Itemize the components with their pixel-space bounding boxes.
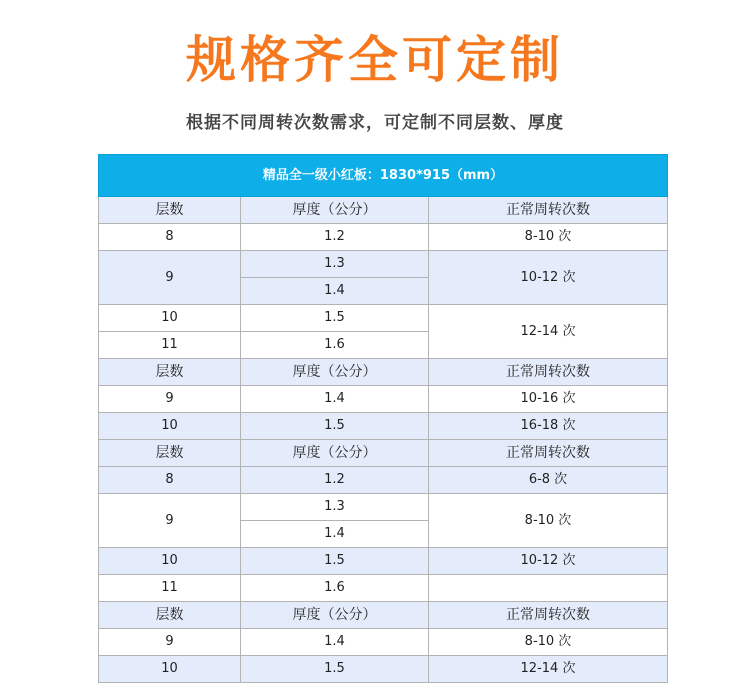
table-header-row [99,197,668,224]
header-turnover: 正常周转次数 [429,359,668,386]
cell-thickness: 1.3 [241,494,429,521]
table-caption: 精品全一级小红板：1830*915（mm） [99,155,668,197]
page-title: 规格齐全可定制 [186,31,564,89]
cell-turnover [429,575,668,602]
header-layers: 层数 [99,602,241,629]
table-row [99,305,668,332]
cell-turnover: 8-10 次 [429,629,668,656]
table-row [99,251,668,278]
cell-thickness: 1.4 [241,386,429,413]
cell-turnover: 12-14 次 [429,656,668,683]
spec-table [98,154,668,683]
table-header-row [99,440,668,467]
cell-thickness: 1.6 [241,575,429,602]
cell-turnover: 10-16 次 [429,386,668,413]
cell-thickness: 1.3 [241,251,429,278]
header-thickness: 厚度（公分） [241,197,429,224]
cell-layers: 11 [99,332,241,359]
table-row [99,386,668,413]
cell-turnover: 12-14 次 [429,305,668,359]
cell-thickness: 1.5 [241,413,429,440]
page-subtitle: 根据不同周转次数需求，可定制不同层数、厚度 [186,113,564,133]
cell-thickness: 1.5 [241,548,429,575]
cell-thickness: 1.4 [241,278,429,305]
cell-thickness: 1.5 [241,305,429,332]
cell-thickness: 1.4 [241,629,429,656]
cell-layers: 9 [99,251,241,305]
cell-turnover: 8-10 次 [429,494,668,548]
header-turnover: 正常周转次数 [429,197,668,224]
cell-layers: 8 [99,467,241,494]
cell-layers: 9 [99,386,241,413]
header-turnover: 正常周转次数 [429,440,668,467]
cell-turnover: 10-12 次 [429,548,668,575]
table-header-row [99,602,668,629]
table-row [99,548,668,575]
cell-layers: 9 [99,494,241,548]
table-row [99,224,668,251]
cell-turnover: 8-10 次 [429,224,668,251]
cell-layers: 10 [99,548,241,575]
cell-thickness: 1.2 [241,224,429,251]
cell-layers: 10 [99,305,241,332]
header-turnover: 正常周转次数 [429,602,668,629]
table-row [99,494,668,521]
table-row [99,656,668,683]
header-layers: 层数 [99,440,241,467]
table-row [99,629,668,656]
cell-layers: 9 [99,629,241,656]
cell-layers: 11 [99,575,241,602]
header-thickness: 厚度（公分） [241,359,429,386]
cell-turnover: 6-8 次 [429,467,668,494]
header-layers: 层数 [99,197,241,224]
cell-thickness: 1.2 [241,467,429,494]
table-row [99,575,668,602]
table-row [99,467,668,494]
cell-thickness: 1.6 [241,332,429,359]
header-thickness: 厚度（公分） [241,602,429,629]
header-layers: 层数 [99,359,241,386]
cell-thickness: 1.4 [241,521,429,548]
header-thickness: 厚度（公分） [241,440,429,467]
cell-layers: 10 [99,413,241,440]
cell-turnover: 16-18 次 [429,413,668,440]
cell-layers: 8 [99,224,241,251]
table-header-row [99,359,668,386]
cell-thickness: 1.5 [241,656,429,683]
table-row [99,413,668,440]
cell-layers: 10 [99,656,241,683]
cell-turnover: 10-12 次 [429,251,668,305]
